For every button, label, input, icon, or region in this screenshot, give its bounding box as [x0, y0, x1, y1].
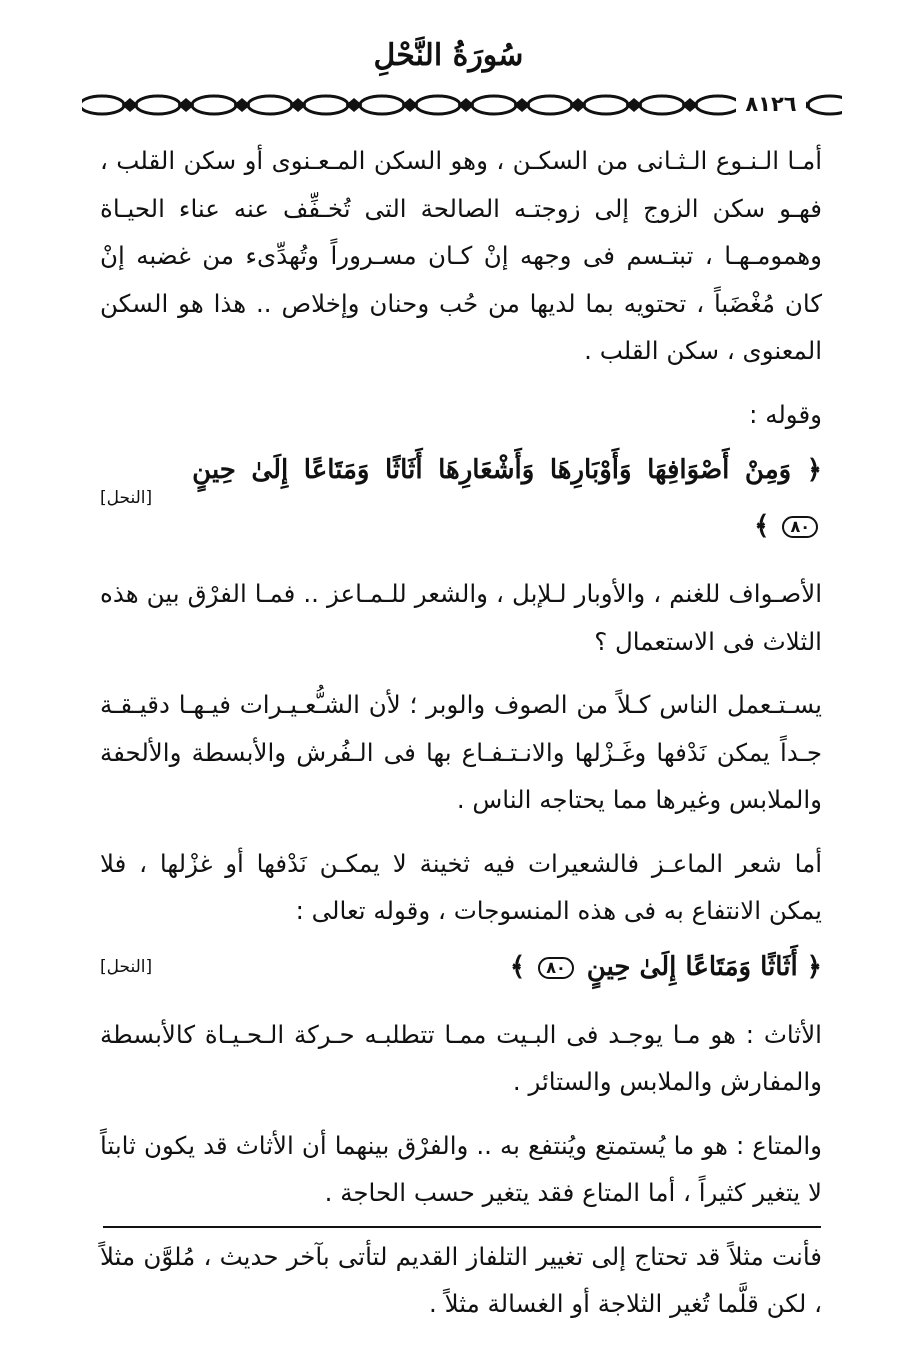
page-header — [0, 0, 897, 130]
chain-diamond — [460, 100, 472, 110]
paragraph: أما شعر الماعـز فالشعيرات فيه ثخينة لا يمكـن نَدْفها أو غزْلها ، فلا يمكن الانتفاع به فى هذه المنسوجات ، وقوله تعالى : — [100, 848, 822, 925]
chain-diamond — [404, 100, 416, 110]
paragraph: وقوله : — [749, 399, 822, 429]
paragraph: يسـتـعمل الناس كـلاً من الصوف والوبر ؛ لأن الشـُّعـيـرات فيـهـا دقيـقـة جـداً يمكن نَدْفها وغَـزْلها والانـتـفـاع بها فى الـفُرش والأبسطة والألحفة والملابس وغيرها مما يحتاجه الناس . — [100, 690, 822, 814]
chain-link — [584, 96, 628, 114]
chain-link — [472, 96, 516, 114]
paragraph: الأصـواف للغنم ، والأوبار لـلإبل ، والشعر للـمـاعز .. فمـا الفرْق بين هذه الثلاث فى الاستعمال ؟ — [100, 579, 822, 656]
chain-link — [136, 96, 180, 114]
quran-verse — [100, 939, 822, 995]
chain-diamond — [628, 100, 640, 110]
verse-text: وَمِنْ أَصْوَافِهَا وَأَوْبَارِهَا وَأَشْعَارِهَا أَثَاثًا وَمَتَاعًا إِلَىٰ حِينٍ — [192, 455, 792, 485]
ornate-bracket-open: ﴿ — [806, 951, 822, 982]
page-number: ٨١٢٦ — [736, 91, 806, 117]
surah-reference: [النحل] — [100, 956, 153, 977]
chain-link — [192, 96, 236, 114]
chain-diamond — [124, 100, 136, 110]
chain-link — [82, 96, 124, 114]
chain-link — [360, 96, 404, 114]
chain-diamond — [684, 100, 696, 110]
chain-diamond — [292, 100, 304, 110]
paragraph: أمـا الـنـوع الـثـانى من السكـن ، وهو السكن المـعـنوى أو سكن القلب ، فهـو سكن الزوج إلى زوجتـه الصالحة التى تُخـفِّف عنه عناء الحيـاة وهمومـهـا ، تبتـسم فى وجهه إنْ كـان مسـروراً وتُهدِّىء من غضبه إنْ كان مُغْضَباً ، تحتويه بما لديها من حُب وحنان وإخلاص .. هذا هو السكن المعنوى ، سكن القلب . — [100, 146, 822, 365]
chain-diamond — [516, 100, 528, 110]
ornate-bracket-close: ﴾ — [509, 951, 526, 982]
verse-text-container — [192, 939, 822, 995]
verse-text-container — [192, 442, 822, 554]
chain-link — [808, 96, 842, 114]
surah-title: سُورَةُ النَّحْلِ — [373, 38, 524, 73]
chain-link — [304, 96, 348, 114]
chain-link — [248, 96, 292, 114]
footer-divider — [103, 1226, 821, 1228]
surah-reference: [النحل] — [100, 488, 153, 508]
paragraph: والمتاع : هو ما يُستمتع ويُنتفع به .. والفرْق بينهما أن الأثاث قد يكون ثابتاً لا يتغير كثيراً ، أما المتاع فقد يتغير حسب الحاجة . — [100, 1130, 822, 1207]
ayah-number-badge: ٨٠ — [538, 957, 574, 979]
decorative-border-chain — [82, 90, 842, 120]
paragraph: فأنت مثلاً قد تحتاج إلى تغيير التلفاز القديم لتأتى بآخر حديث ، مُلوَّن مثلاً ، لكن قلَّما تُغير الثلاجة أو الغسالة مثلاً . — [100, 1241, 822, 1318]
ornate-bracket-close: ﴾ — [754, 511, 770, 541]
verse-text: أَثَاثًا وَمَتَاعًا إِلَىٰ حِينٍ — [586, 951, 798, 982]
chain-link — [640, 96, 684, 114]
chain-link — [528, 96, 572, 114]
chain-diamond — [236, 100, 248, 110]
chain-diamond — [572, 100, 584, 110]
chain-link — [416, 96, 460, 114]
ayah-number-badge: ٨٠ — [782, 516, 818, 538]
chain-link — [696, 96, 740, 114]
chain-diamond — [180, 100, 192, 110]
ornate-bracket-open: ﴿ — [806, 455, 822, 485]
page-body — [100, 137, 822, 1344]
quran-verse — [100, 442, 822, 554]
chain-diamond — [348, 100, 360, 110]
paragraph: الأثاث : هو مـا يوجـد فى البـيت ممـا تتطلبـه حـركة الـحـيـاة كالأبسطة والمفارش والملابس والستائر . — [100, 1019, 822, 1096]
